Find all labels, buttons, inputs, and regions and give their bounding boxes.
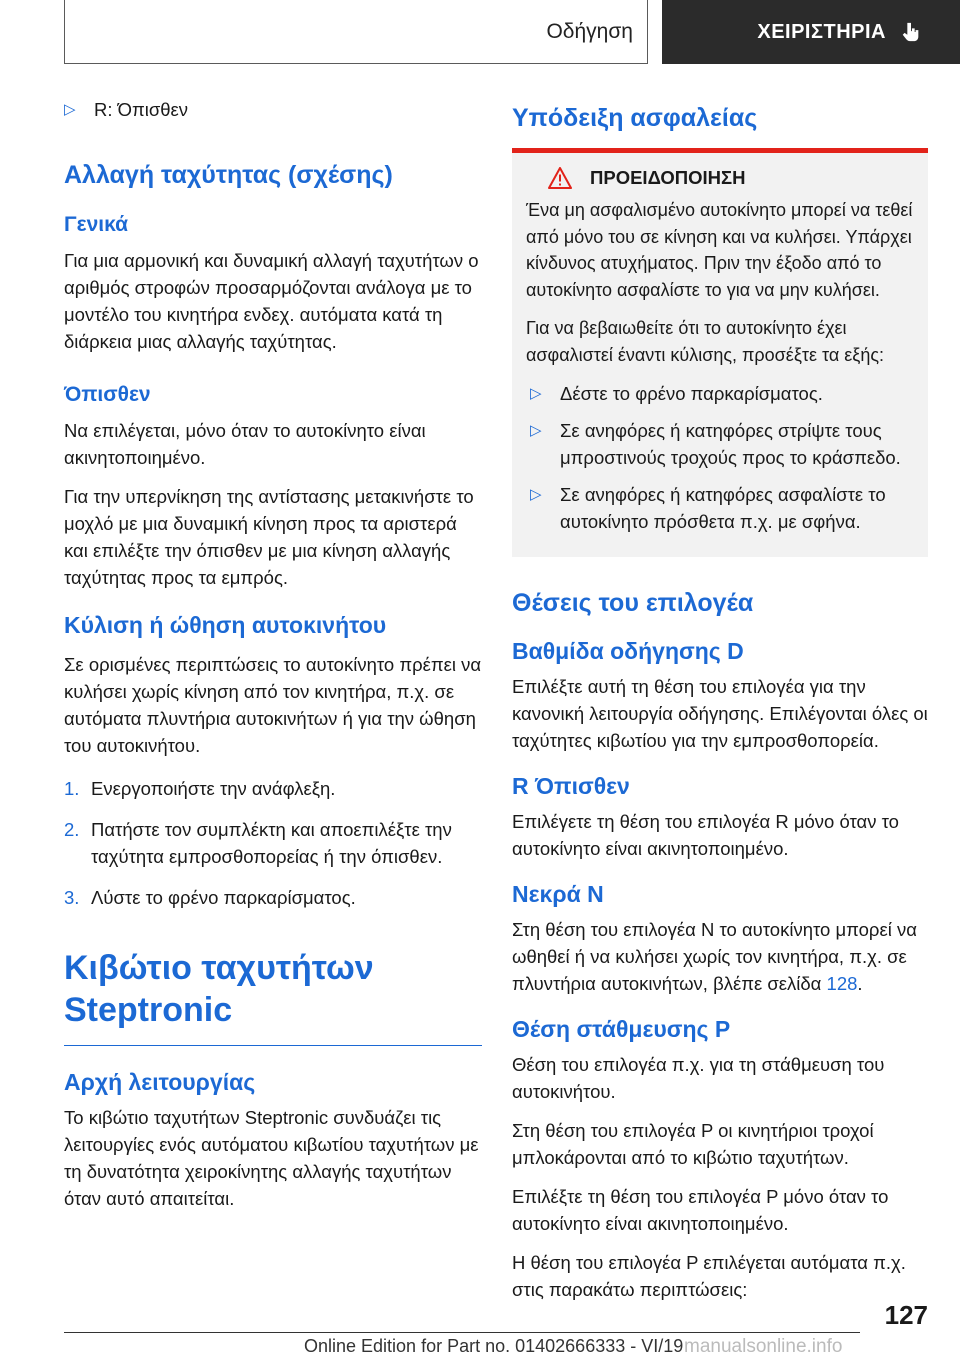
list-item: 2. Πατήστε τον συμπλέκτη και αποεπιλέξτε την ταχύτητα εμπροσθοπορείας ή την όπισθεν. xyxy=(64,819,452,867)
warning-paragraph-2: Για να βεβαιωθείτε ότι το αυτοκίνητο έχει ασφαλιστεί έναντι κύλισης, προσέξτε τα εξής: xyxy=(526,318,885,365)
list-item xyxy=(64,96,482,123)
heading-positions: Θέσεις του επιλογέα xyxy=(512,589,754,617)
list-item: ▷ Σε ανηφόρες ή κατηφόρες στρίψτε τους μπροστινούς τροχούς προς το κράσπεδο. xyxy=(530,417,914,471)
list-item-text: R: Όπισθεν xyxy=(94,99,189,120)
heading-general: Γενικά xyxy=(64,213,129,236)
heading-rule xyxy=(64,1045,482,1046)
paragraph-rolling: Σε ορισμένες περιπτώσεις το αυτοκίνητο πρέπει να κυλήσει χωρίς κίνηση από τον κινητήρα, π.χ. σε αυτόματα πλυντήρια αυτοκινήτων ή για την ώθηση του αυτοκινήτου. xyxy=(64,654,482,756)
paragraph-principle: Το κιβώτιο ταχυτήτων Steptronic συνδυάζει τις λειτουργίες ενός αυτόματου κιβωτίου ταχυτήτων με τη δυνατότητα χειροκίνητης αλλαγής ταχυτήτων όταν αυτό απαιτείται. xyxy=(64,1107,479,1209)
section-tab-label: Οδήγηση xyxy=(546,19,633,43)
footer-rule xyxy=(64,1332,860,1333)
paragraph-drive: Επιλέξτε αυτή τη θέση του επιλογέα για την κανονική λειτουργία οδήγησης. Επιλέγονται όλες οι ταχύτητες κιβωτίου για την εμπροσθοπορεία. xyxy=(512,676,928,751)
heading-neutral: Νεκρά N xyxy=(512,881,604,907)
heading-park: Θέση στάθμευσης P xyxy=(512,1016,731,1042)
warning-header xyxy=(526,167,914,189)
paragraph-park-4: Η θέση του επιλογέα P επιλέγεται αυτόματα π.χ. στις παρακάτω περιπτώσεις: xyxy=(512,1252,906,1300)
right-column xyxy=(512,96,928,1315)
triangle-bullet-icon: ▷ xyxy=(530,385,542,402)
heading-reverse: Όπισθεν xyxy=(64,383,151,406)
warning-label: ΠΡΟΕΙΔΟΠΟΙΗΣΗ xyxy=(590,167,746,188)
triangle-bullet-icon: ▷ xyxy=(64,101,76,118)
list-item: 3. Λύστε το φρένο παρκαρίσματος. xyxy=(64,887,356,908)
paragraph-rev: Επιλέγετε τη θέση του επιλογέα R μόνο όταν το αυτοκίνητο είναι ακινητοποιημένο. xyxy=(512,811,899,859)
list-item: ▷ Σε ανηφόρες ή κατηφόρες ασφαλίστε το αυτοκίνητο πρόσθετα π.χ. με σφήνα. xyxy=(530,481,914,535)
heading-safety: Υπόδειξη ασφαλείας xyxy=(512,104,758,132)
left-column xyxy=(64,96,482,1224)
heading-rolling: Κύλιση ή ώθηση αυτοκινήτου xyxy=(64,612,387,638)
steps-list xyxy=(64,775,482,911)
page-header xyxy=(64,0,960,64)
watermark: manualsonline.info xyxy=(684,1336,843,1357)
heading-gearbox: Κιβώτιο ταχυτήτων Steptronic xyxy=(64,949,374,1029)
heading-drive: Βαθμίδα οδήγησης D xyxy=(512,638,744,664)
chapter-tab-label: ΧΕΙΡΙΣΤΗΡΙΑ xyxy=(757,20,886,43)
paragraph-reverse-1: Να επιλέγεται, μόνο όταν το αυτοκίνητο είναι ακινητοποιημένο. xyxy=(64,420,426,468)
paragraph-park-2: Στη θέση του επιλογέα P οι κινητήριοι τροχοί μπλοκάρονται από το κιβώτιο ταχυτήτων. xyxy=(512,1120,874,1168)
list-item: ▷ Δέστε το φρένο παρκαρίσματος. xyxy=(530,380,914,407)
paragraph-general: Για μια αρμονική και δυναμική αλλαγή ταχυτήτων ο αριθμός στροφών προσαρμόζονται ανάλογα με το μοντέλο του κινητήρα ενδεχ. αυτόματα κατά τη διάρκεια μιας αλλαγής ταχύτητας. xyxy=(64,250,479,352)
paragraph-park-3: Επιλέξτε τη θέση του επιλογέα P μόνο όταν το αυτοκίνητο είναι ακινητοποιημένο. xyxy=(512,1186,889,1234)
paragraph-park-1: Θέση του επιλογέα π.χ. για τη στάθμευση του αυτοκινήτου. xyxy=(512,1054,885,1102)
paragraph-reverse-2: Για την υπερνίκηση της αντίστασης μετακινήστε το μοχλό με μια δυναμική κίνηση προς τα αριστερά και επιλέξτε την όπισθεν με μια κίνηση αλλαγής ταχύτητας προς τα εμπρός. xyxy=(64,486,474,588)
section-tab[interactable] xyxy=(64,0,648,64)
chapter-tab-active[interactable] xyxy=(662,0,960,64)
warning-triangle-icon xyxy=(548,167,572,189)
hand-pointer-icon xyxy=(900,21,922,43)
page-number: 127 xyxy=(884,1300,928,1330)
paragraph-neutral: Στη θέση του επιλογέα N το αυτοκίνητο μπορεί να ωθηθεί ή να κυλήσει χωρίς τον κινητήρα, π.χ. σε πλυντήρια αυτοκινήτων, βλέπε σελίδα 128. xyxy=(512,919,917,994)
heading-gear-change: Αλλαγή ταχύτητας (σχέσης) xyxy=(64,161,393,189)
list-item: 1. Ενεργοποιήστε την ανάφλεξη. xyxy=(64,778,336,799)
edition-text: Online Edition for Part no. 01402666333 - VI/19 xyxy=(304,1336,684,1356)
warning-paragraph-1: Ένα μη ασφαλισμένο αυτοκίνητο μπορεί να τεθεί από μόνο του σε κίνηση και να κυλήσει. Υπάρχει κίνδυνος ατυχήματος. Πριν την έξοδο από το αυτοκίνητο ασφαλίστε το για να μην κυλήσει. xyxy=(526,200,913,300)
triangle-bullet-icon: ▷ xyxy=(530,486,542,503)
triangle-bullet-icon: ▷ xyxy=(530,422,542,439)
warning-box xyxy=(512,153,928,557)
heading-principle: Αρχή λειτουργίας xyxy=(64,1069,256,1095)
heading-rev: R Όπισθεν xyxy=(512,773,630,799)
page-link[interactable]: 128 xyxy=(826,973,858,994)
